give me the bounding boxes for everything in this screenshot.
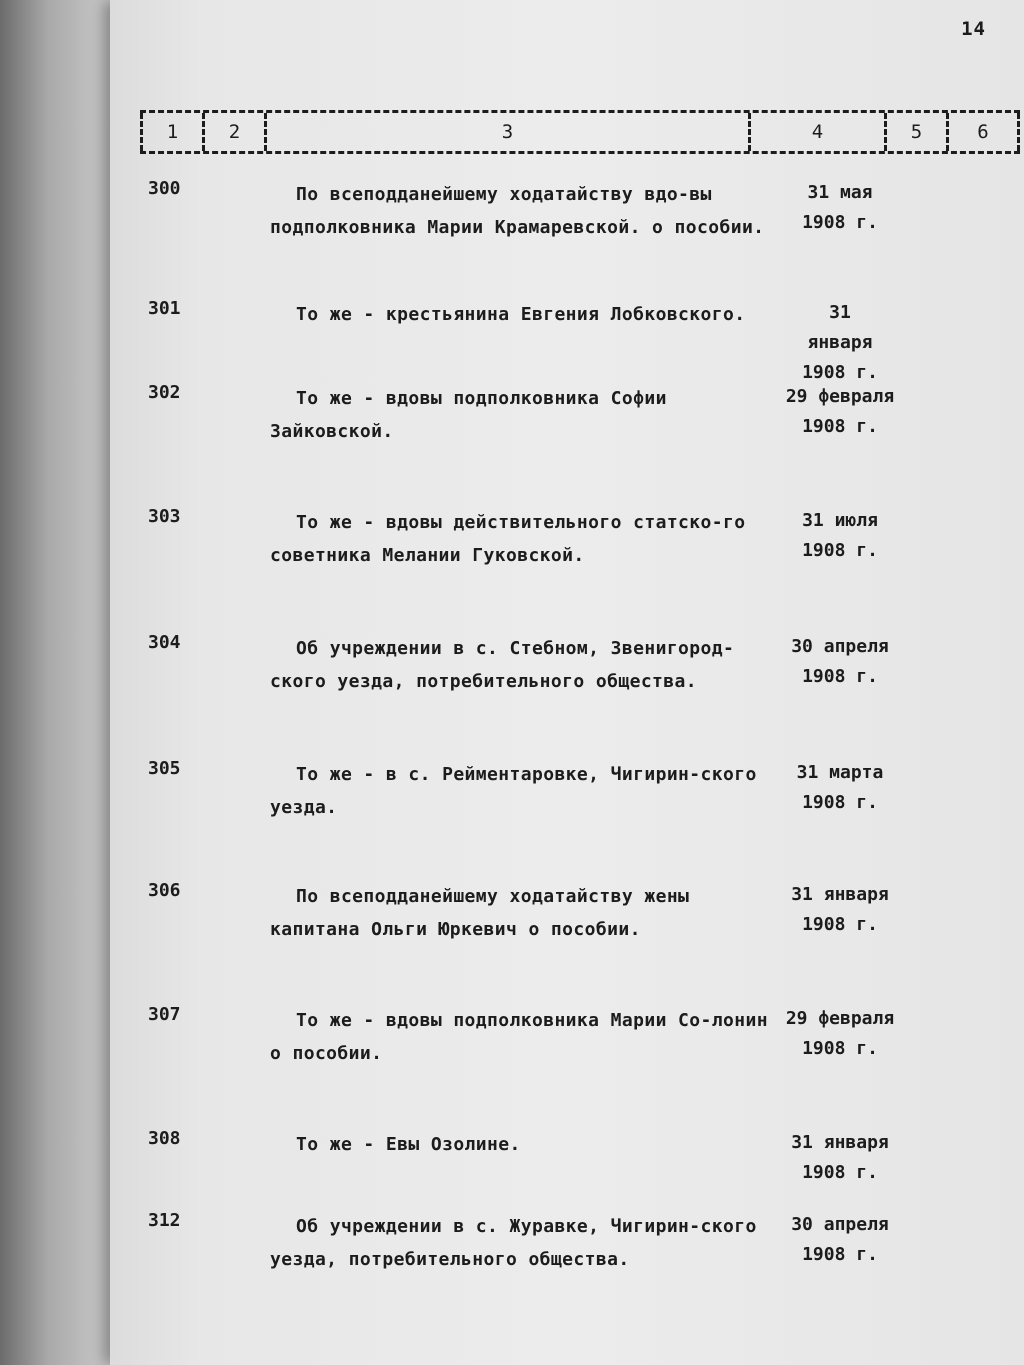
row-number: 307 xyxy=(148,1004,181,1025)
row-description: То же - в с. Рейментаровке, Чигирин-ского уезда. xyxy=(270,764,757,818)
row-description: По всеподданейшему ходатайству вдо-вы подполковника Марии Крамаревской. о пособии. xyxy=(270,184,765,238)
row-description: Об учреждении в с. Журавке, Чигирин-ского уезда, потребительного общества. xyxy=(270,1216,757,1270)
row-description: То же - вдовы подполковника Марии Со-лонин о пособии. xyxy=(270,1010,768,1064)
header-col-2: 2 xyxy=(202,113,264,151)
row-number: 304 xyxy=(148,632,181,653)
row-date: 29 февраля 1908 г. xyxy=(785,386,895,437)
row-date: 29 февраля 1908 г. xyxy=(785,1008,895,1059)
header-col-4: 4 xyxy=(748,113,884,151)
row-date: 31 марта 1908 г. xyxy=(796,762,884,813)
row-number: 312 xyxy=(148,1210,181,1231)
page-backdrop xyxy=(0,0,120,1365)
page-number: 14 xyxy=(961,18,986,40)
table-header xyxy=(140,110,1020,154)
row-number: 301 xyxy=(148,298,181,319)
row-description: То же - крестьянина Евгения Лобковского. xyxy=(296,304,746,325)
row-description: По всеподданейшему ходатайству жены капитана Ольги Юркевич о пособии. xyxy=(270,886,690,940)
row-date: 31 января 1908 г. xyxy=(802,302,878,383)
row-description: Об учреждении в с. Стебном, Звенигород-ского уезда, потребительного общества. xyxy=(270,638,735,692)
row-date: 30 апреля 1908 г. xyxy=(791,1214,889,1265)
row-date: 31 мая 1908 г. xyxy=(802,182,878,233)
row-date: 31 января 1908 г. xyxy=(791,1132,889,1183)
row-description: То же - вдовы действительного статско-го советника Мелании Гуковской. xyxy=(270,512,746,566)
row-number: 306 xyxy=(148,880,181,901)
row-number: 303 xyxy=(148,506,181,527)
row-number: 302 xyxy=(148,382,181,403)
row-number: 300 xyxy=(148,178,181,199)
row-date: 30 апреля 1908 г. xyxy=(791,636,889,687)
header-col-5: 5 xyxy=(884,113,946,151)
row-number: 305 xyxy=(148,758,181,779)
row-date: 31 января 1908 г. xyxy=(791,884,889,935)
header-col-1: 1 xyxy=(140,113,202,151)
header-col-6: 6 xyxy=(946,113,1020,151)
row-description: То же - вдовы подполковника Софии Зайковской. xyxy=(270,388,667,442)
header-col-3: 3 xyxy=(264,113,748,151)
row-description: То же - Евы Озолине. xyxy=(296,1134,521,1155)
row-date: 31 июля 1908 г. xyxy=(802,510,878,561)
row-number: 308 xyxy=(148,1128,181,1149)
